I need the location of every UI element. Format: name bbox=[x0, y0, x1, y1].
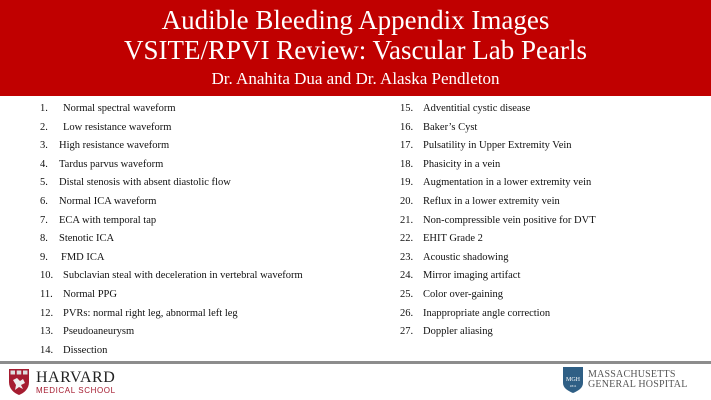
list-item: 11. Normal PPG bbox=[40, 288, 117, 300]
mgh-name-line2: GENERAL HOSPITAL bbox=[588, 379, 688, 390]
list-item: 21. Non-compressible vein positive for DVT bbox=[400, 214, 596, 226]
list-item: 4. Tardus parvus waveform bbox=[40, 158, 164, 170]
list-item: 3. High resistance waveform bbox=[40, 140, 170, 152]
footer-divider bbox=[0, 361, 711, 364]
mgh-shield-icon bbox=[563, 367, 583, 393]
mgh-logo bbox=[563, 367, 688, 393]
harvard-shield-icon bbox=[8, 368, 30, 396]
mgh-name-line1: MASSACHUSETTS bbox=[588, 369, 676, 380]
harvard-logo bbox=[8, 367, 116, 397]
list-item: 2. Low resistance waveform bbox=[40, 121, 172, 133]
harvard-subtitle: MEDICAL SCHOOL bbox=[36, 385, 116, 395]
slide-title-line1: Audible Bleeding Appendix Images bbox=[161, 5, 550, 35]
list-item: 15. Adventitial cystic disease bbox=[400, 103, 531, 114]
list-item: 8. Stenotic ICA bbox=[40, 233, 115, 245]
slide-title-line2: VSITE/RPVI Review: Vascular Lab Pearls bbox=[124, 35, 587, 65]
list-item: 20. Reflux in a lower extremity vein bbox=[400, 195, 560, 207]
list-item: 25. Color over-gaining bbox=[400, 288, 503, 300]
list-item: 23. Acoustic shadowing bbox=[400, 251, 509, 263]
list-item: 9. FMD ICA bbox=[40, 251, 105, 263]
list-item: 1. Normal spectral waveform bbox=[40, 103, 176, 114]
image-list-right bbox=[400, 100, 596, 342]
list-item: 10. Subclavian steal with deceleration in vertebral waveform bbox=[40, 270, 303, 282]
list-item: 27. Doppler aliasing bbox=[400, 326, 493, 338]
list-item: 17. Pulsatility in Upper Extremity Vein bbox=[400, 140, 572, 152]
list-item: 24. Mirror imaging artifact bbox=[400, 270, 521, 282]
authors: Dr. Anahita Dua and Dr. Alaska Pendleton bbox=[211, 69, 500, 88]
svg-text:MGH: MGH bbox=[565, 377, 581, 383]
image-list-left bbox=[40, 100, 303, 360]
list-item: 18. Phasicity in a vein bbox=[400, 158, 501, 170]
list-item: 5. Distal stenosis with absent diastolic flow bbox=[40, 177, 231, 189]
list-item: 16. Baker’s Cyst bbox=[400, 121, 478, 133]
list-item: 12. PVRs: normal right leg, abnormal left leg bbox=[40, 307, 238, 319]
list-item: 6. Normal ICA waveform bbox=[40, 195, 157, 207]
list-item: 13. Pseudoaneurysm bbox=[40, 326, 135, 338]
harvard-name: HARVARD bbox=[36, 368, 116, 386]
list-item: 7. ECA with temporal tap bbox=[40, 214, 157, 226]
list-item: 26. Inappropriate angle correction bbox=[400, 307, 551, 319]
list-item: 19. Augmentation in a lower extremity vein bbox=[400, 177, 592, 189]
title-banner bbox=[0, 0, 711, 96]
list-item: 14. Dissection bbox=[40, 344, 108, 356]
svg-text:1811: 1811 bbox=[569, 384, 577, 388]
list-item: 22. EHIT Grade 2 bbox=[400, 233, 483, 245]
